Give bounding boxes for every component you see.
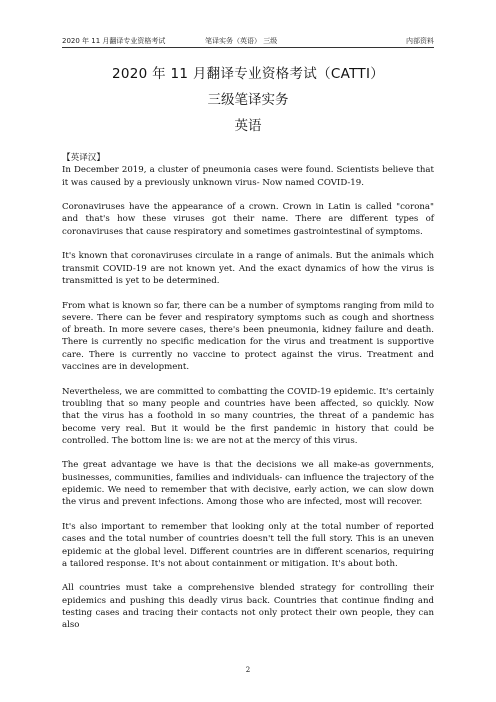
paragraph: Nevertheless, we are committed to combatting the COVID-19 epidemic. It's certainly troubling that so many people and countries have been affected, so quickly. Now that the virus has a foothold in so many countries, the threat of a pandemic has become very real. But it would be the first pandemic in history that could be controlled. The bottom line is: we are not at the mercy of this virus.: [62, 386, 434, 446]
header-middle-text: 笔译实务（英语） 三级: [205, 37, 278, 45]
section-label: 【英译汉】: [62, 153, 105, 163]
page-subtitle: 三级笔译实务: [207, 92, 289, 108]
paragraph: From what is known so far, there can be a number of symptoms ranging from mild to severe. There can be fever and respiratory symptoms such as cough and shortness of breath. In more severe cases, there's been pneumonia, kidney failure and death. There is currently no specific medication for the virus and treatment is supportive care. There is currently no vaccine to protect against the virus. Treatment and vaccines are in development.: [62, 300, 434, 373]
paragraph: Coronaviruses have the appearance of a crown. Crown in Latin is called "corona" and that's how these viruses got their name. There are different types of coronaviruses that cause respiratory and sometimes gastrointestinal of symptoms.: [62, 202, 434, 237]
paragraph: It's known that coronaviruses circulate in a range of animals. But the animals which transmit COVID-19 are not known yet. And the exact dynamics of how the virus is transmitted is yet to be determined.: [62, 251, 434, 286]
header-divider: [62, 47, 434, 48]
header-right-text: 内部资料: [406, 37, 434, 45]
paragraph: All countries must take a comprehensive blended strategy for controlling their epidemics and pushing this deadly virus back. Countries that continue finding and testing cases and tracing their contacts not only protect their own people, they can also: [62, 583, 434, 631]
title-block: [62, 64, 434, 136]
paragraph: The great advantage we have is that the decisions we all make-as governments, businesses, communities, families and individuals- can influence the trajectory of the epidemic. We need to remember that with decisive, early action, we can slow down the virus and prevent infections. Among those who are infected, most will recover.: [62, 460, 434, 508]
language-heading: 英语: [234, 118, 262, 134]
page-number: 2: [245, 666, 251, 674]
paragraph: In December 2019, a cluster of pneumonia cases were found. Scientists believe that it was caused by a previously unknown virus- Now named COVID-19.: [62, 165, 434, 188]
page-title: 2020 年 11 月翻译专业资格考试（CATTI）: [111, 66, 385, 82]
header-left-text: 2020 年 11 月翻译专业资格考试: [62, 37, 166, 45]
paragraph: It's also important to remember that looking only at the total number of reported cases and the total number of countries doesn't tell the full story. This is an uneven epidemic at the global level. Different countries are in different scenarios, requiring a tailored response. It's not about containment or mitigation. It's about both.: [62, 521, 434, 569]
document-body: [62, 152, 434, 644]
